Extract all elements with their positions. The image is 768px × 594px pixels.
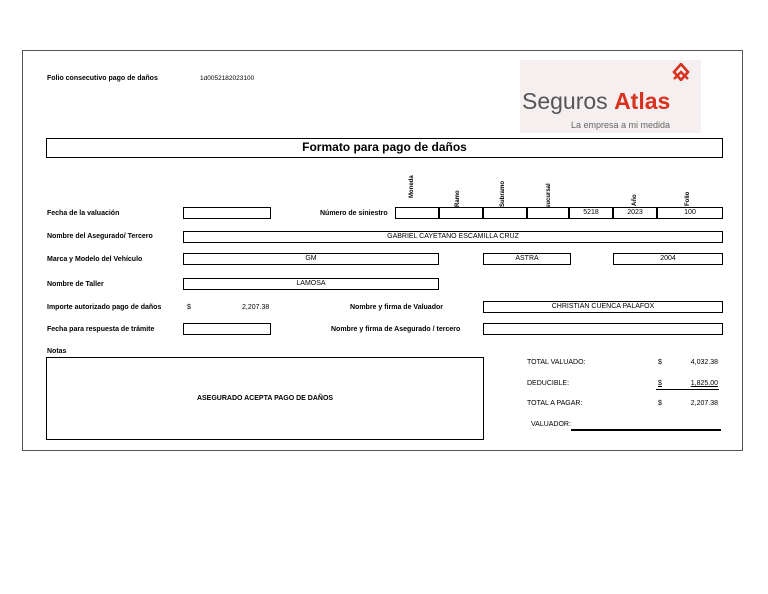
fecha-valuacion-label: Fecha de la valuación: [47, 210, 120, 217]
importe-value: 2,207.38: [242, 304, 270, 311]
notas-label: Notas: [47, 348, 67, 355]
fecha-respuesta-label: Fecha para respuesta de trámite: [47, 326, 155, 333]
folio-label: Folio consecutivo pago de daños: [47, 75, 158, 82]
anio-field[interactable]: 2004: [613, 253, 723, 265]
total-pagar-currency: $: [658, 400, 662, 407]
header-ramo: Ramo: [455, 190, 461, 207]
siniestro-subramo-cell[interactable]: [483, 207, 527, 219]
header-sucursal: sucursal: [546, 183, 552, 208]
deducible-underline: [656, 389, 719, 390]
marca-modelo-label: Marca y Modelo del Vehículo: [47, 256, 143, 263]
total-valuado-value: 4,032.38: [690, 359, 718, 366]
logo-wordmark: [522, 88, 670, 115]
notas-text: ASEGURADO ACEPTA PAGO DE DAÑOS: [196, 395, 334, 402]
header-folio: Folio: [685, 191, 691, 206]
importe-currency: $: [187, 304, 191, 311]
total-pagar-value: 2,207.38: [690, 400, 718, 407]
header-moneda: Moneda: [409, 175, 415, 198]
deducible-value: 1,825.00: [690, 380, 718, 387]
folio-value: 1d0052182023100: [200, 75, 255, 82]
deducible-currency: $: [658, 380, 662, 387]
valuador-signature-line[interactable]: [571, 429, 721, 431]
siniestro-folio-cell[interactable]: 100: [657, 207, 723, 219]
total-pagar-label: TOTAL A PAGAR:: [527, 400, 583, 407]
siniestro-moneda-cell[interactable]: [395, 207, 439, 219]
importe-label: Importe autorizado pago de daños: [47, 304, 162, 311]
fecha-valuacion-field[interactable]: [183, 207, 271, 219]
valuador-label: Nombre y firma de Valuador: [350, 304, 443, 311]
asegurado-field[interactable]: GABRIEL CAYETANO ESCAMILLA CRUZ: [183, 231, 723, 243]
siniestro-ramo-cell[interactable]: [439, 207, 483, 219]
firma-asegurado-field[interactable]: [483, 323, 723, 335]
modelo-field[interactable]: ASTRA: [483, 253, 571, 265]
header-anio: Año: [632, 194, 638, 206]
header-subramo: Subramo: [500, 180, 506, 207]
siniestro-sucursal-cell[interactable]: 5218: [569, 207, 613, 219]
logo-brand-light: Seguros: [522, 88, 608, 114]
valuador-signature-label: VALUADOR:: [531, 421, 571, 428]
logo-brand-bold: Atlas: [614, 88, 671, 114]
page-title: Formato para pago de daños: [46, 138, 723, 158]
siniestro-sucursal-blank-cell[interactable]: [527, 207, 569, 219]
taller-field[interactable]: LAMOSA: [183, 278, 439, 290]
fecha-respuesta-field[interactable]: [183, 323, 271, 335]
valuador-field[interactable]: CHRISTIAN CUENCA PALAFOX: [483, 301, 723, 313]
marca-field[interactable]: GM: [183, 253, 439, 265]
total-valuado-label: TOTAL VALUADO:: [527, 359, 586, 366]
asegurado-label: Nombre del Asegurado/ Tercero: [47, 233, 153, 240]
siniestro-anio-cell[interactable]: 2023: [613, 207, 657, 219]
taller-label: Nombre de Taller: [47, 281, 104, 288]
firma-asegurado-label: Nombre y firma de Asegurado / tercero: [331, 326, 461, 333]
atlas-logo-icon: [671, 63, 691, 81]
logo-tagline: La empresa a mi medida: [571, 120, 671, 130]
numero-siniestro-label: Número de siniestro: [320, 210, 388, 217]
notas-box[interactable]: [46, 357, 484, 440]
total-valuado-currency: $: [658, 359, 662, 366]
deducible-label: DEDUCIBLE:: [527, 380, 570, 387]
